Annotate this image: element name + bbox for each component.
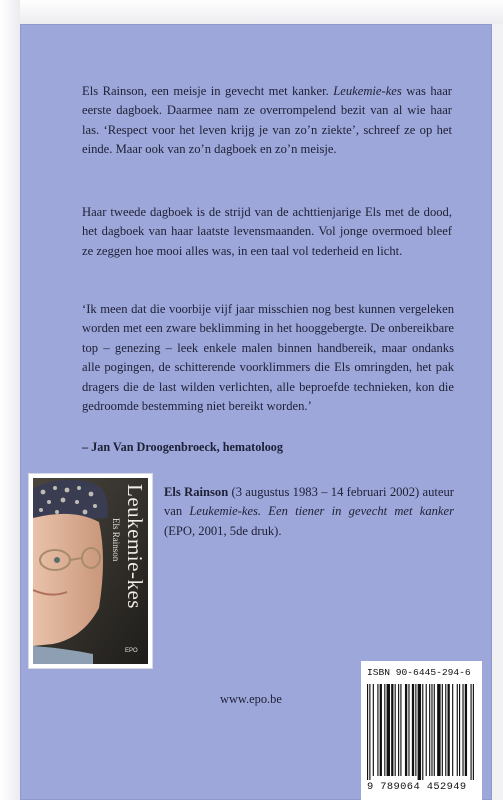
barcode-number: 9 789064 452949 (367, 781, 467, 793)
previous-book-cover (29, 474, 152, 668)
bio-book-title: Leukemie-kes. Een tiener in gevecht met kanker (189, 504, 454, 519)
doctor-quote: ‘Ik meen dat die voorbije vijf jaar misschien nog best kunnen vergeleken worden met een zware beklimming in het hooggebergte. De onbereikbare top – genezing – leek enkele malen binnen handbereik, maar ondanks alle pogingen, de schitterende voorklimmers die Els omringden, het pak dragers die de last wilden verlichten, alle beproefde technieken, kon die gedroomde bestemming niet bereikt worden.’ (82, 302, 454, 414)
book-cover-photo (33, 478, 148, 664)
second-paragraph: Haar tweede dagboek is de strijd van de achttienjarige Els met de dood, het dagboek van haar laatste levensmaanden. Vol jonge overmoed bleef ze zeggen hoe mooi alles was, in een taal vol tederheid en licht. (82, 205, 452, 258)
book-cover-publisher: EPO (125, 648, 138, 654)
author-name: Els Rainson (164, 485, 229, 499)
intro-text-2: was haar eerste dagboek. Daarmee nam ze overrompelend bezit van al wie haar las. ‘Respect voor het leven krijg je van zo’n ziekte’, schreef ze op het einde. Maar ook van zo’n dagboek en zo’n meisje. (82, 84, 452, 157)
page-top-shade (0, 0, 503, 24)
book-cover-author: Els Rainson (111, 518, 121, 562)
isbn-barcode (361, 661, 482, 800)
author-bio (164, 483, 454, 541)
book-cover-title: Leukemie-kes (123, 484, 147, 609)
intro-text-1: Els Rainson, een meisje in gevecht met kanker. (82, 84, 334, 98)
quote-attribution: – Jan Van Droogenbroeck, hematoloog (82, 440, 283, 454)
isbn-label: ISBN 90-6445-294-6 (367, 667, 471, 678)
publisher-website: www.epo.be (220, 692, 282, 706)
barcode-icon (365, 684, 478, 780)
bio-text-1: (3 augustus 1983 – 14 februari 2002) auteur van (164, 485, 454, 519)
page-side-shade (0, 0, 20, 800)
bio-text-2: (EPO, 2001, 5de druk). (164, 523, 282, 538)
intro-paragraph (82, 82, 452, 160)
intro-book-title: Leukemie-kes (333, 84, 402, 98)
